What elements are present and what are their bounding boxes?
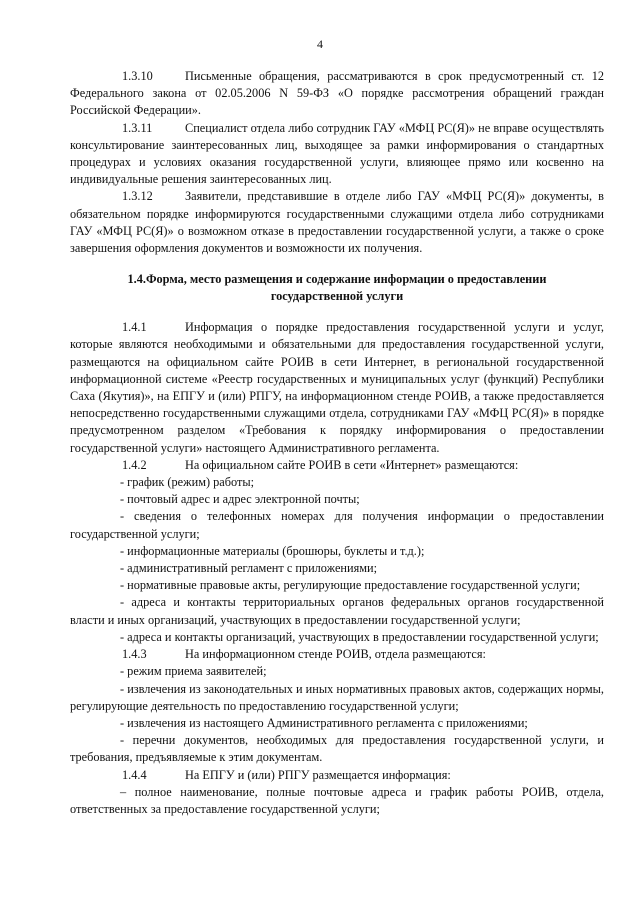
clause-number: 1.4.4 <box>122 767 147 782</box>
clause-text: Заявители, представившие в отделе либо ГАУ «МФЦ РС(Я)» документы, в обязательном порядке информируются государственными служащими отдела либо сотрудниками ГАУ «МФЦ РС(Я)» о возможном отказе в предоставлении государственной услуги, а также о сроке завершения оформления документов и возможности их получения. <box>70 189 604 256</box>
document-body <box>70 68 604 818</box>
list-item: - перечни документов, необходимых для предоставления государственной услуги, и требования, предъявляемые к этим документам. <box>70 733 604 765</box>
clause-text: Специалист отдела либо сотрудник ГАУ «МФЦ РС(Я)» не вправе осуществлять консультирование заинтересованных лиц, выходящее за рамки информирования о стандартных процедурах и условиях оказания государственной услуги, влияющее прямо или косвенно на индивидуальные решения заинтересованных лиц. <box>70 120 604 187</box>
list-item: - адреса и контакты организаций, участвующих в предоставлении государственной услуги; <box>120 629 599 644</box>
clause-1-4-2 <box>70 457 604 474</box>
clause-1-3-11 <box>70 120 604 189</box>
section-heading: 1.4.Форма, место размещения и содержание информации о предоставлении государственной услуги <box>127 272 547 304</box>
clause-text: На информационном стенде РОИВ, отдела размещаются: <box>185 647 486 662</box>
list-item: - административный регламент с приложениями; <box>120 561 378 576</box>
clause-1-4-4 <box>70 767 604 784</box>
clause-text: Письменные обращения, рассматриваются в срок предусмотренный ст. 12 Федерального закона от 02.05.2006 N 59-ФЗ «О порядке рассмотрения обращений граждан Российской Федерации». <box>70 69 604 118</box>
clause-1-4-1 <box>70 319 604 457</box>
page-number: 4 <box>317 37 323 51</box>
clause-text: На ЕПГУ и (или) РПГУ размещается информация: <box>185 767 451 782</box>
clause-text: Информация о порядке предоставления государственной услуги и услуг, которые являются необходимыми и обязательными для предоставления государственной услуги, размещаются на официальном сайте РОИВ в сети Интернет, в региональной государственной информационной системе «Реестр государственных и муниципальных услуг (функций) Республики Саха (Якутия)», на ЕПГУ и (или) РПГУ, на информационном стенде РОИВ, а также предоставляется непосредственно государственными служащими отдела, сотрудниками ГАУ «МФЦ РС(Я)» в порядке предусмотренном разделом «Требования к порядку информирования о предоставлении государственной услуги» настоящего Административного регламента. <box>70 320 604 455</box>
list-item: - нормативные правовые акты, регулирующие предоставление государственной услуги; <box>120 578 581 593</box>
clause-1-3-10 <box>70 68 604 120</box>
clause-number: 1.4.1 <box>122 320 147 335</box>
clause-number: 1.3.12 <box>122 189 153 204</box>
clause-number: 1.3.11 <box>122 120 153 135</box>
clause-1-4-3 <box>70 646 604 663</box>
clause-number: 1.4.2 <box>122 457 147 472</box>
list-item: - график (режим) работы; <box>120 475 255 490</box>
list-item: – полное наименование, полные почтовые адреса и график работы РОИВ, отдела, ответственных за предоставление государственной услуги; <box>70 784 604 816</box>
list-item: - извлечения из настоящего Административного регламента с приложениями; <box>120 715 528 730</box>
list-item: - сведения о телефонных номерах для получения информации о предоставлении государственной услуги; <box>70 509 604 541</box>
clause-number: 1.3.10 <box>122 69 153 83</box>
list-item: - информационные материалы (брошюры, буклеты и т.д.); <box>120 543 425 558</box>
list-item: - адреса и контакты территориальных органов федеральных органов государственной власти и иных организаций, участвующих в предоставлении государственной услуги; <box>70 595 604 627</box>
list-item: - режим приема заявителей; <box>120 664 267 679</box>
clause-1-3-12 <box>70 188 604 257</box>
list-item: - почтовый адрес и адрес электронной почты; <box>120 492 360 507</box>
clause-text: На официальном сайте РОИВ в сети «Интернет» размещаются: <box>185 457 519 472</box>
list-item: - извлечения из законодательных и иных нормативных правовых актов, содержащих нормы, регулирующие деятельность по предоставлению государственной услуги; <box>70 681 604 713</box>
clause-number: 1.4.3 <box>122 647 147 662</box>
